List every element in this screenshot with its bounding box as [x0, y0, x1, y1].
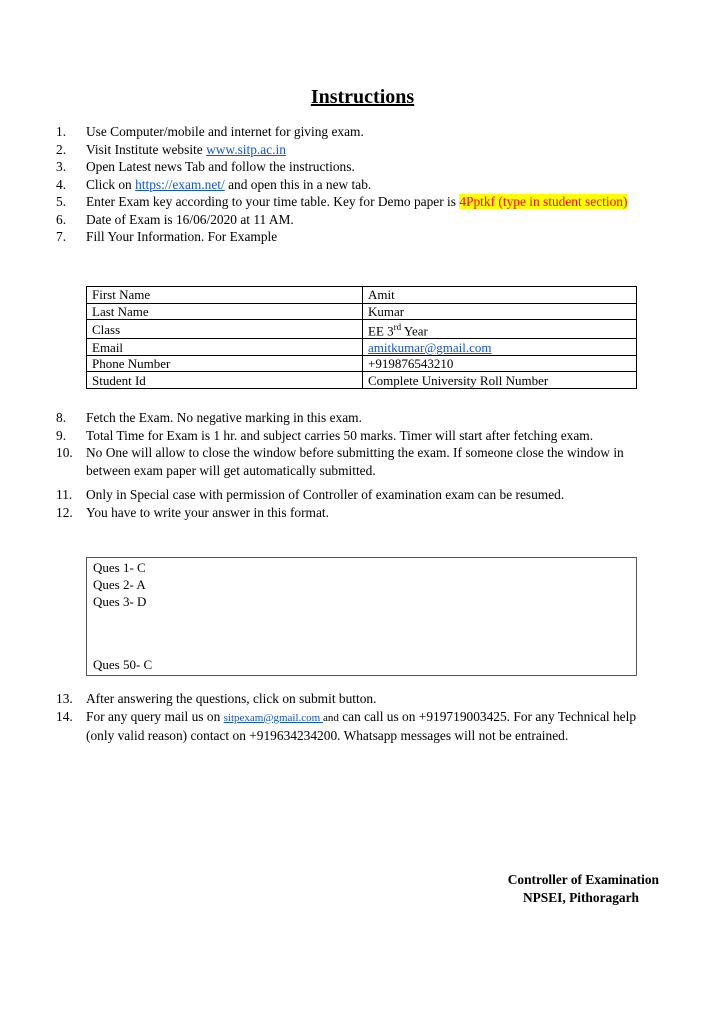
item-text: Visit Institute website	[86, 141, 207, 157]
table-row	[87, 339, 637, 356]
table-label: Email	[87, 339, 363, 356]
item-text: Fill Your Information. For Example	[86, 229, 278, 244]
item-number: 5.	[56, 194, 67, 209]
answer-line: Ques 50- C	[93, 657, 153, 672]
item-text: Date of Exam is 16/06/2020 at 11 AM.	[86, 211, 294, 227]
list-item	[56, 228, 666, 246]
table-row	[87, 355, 637, 372]
instruction-list-a	[56, 123, 666, 246]
item-text: can call us on +919719003425. For any Technical help (only valid reason) contact on +919634234200. Whatsapp messages will not be entrained.	[86, 708, 637, 743]
institute-website-link[interactable]: www.sitp.ac.in	[206, 141, 286, 157]
class-suffix: rd	[393, 322, 402, 332]
contact-email-link[interactable]: sitpexam@gmail.com	[223, 711, 323, 724]
list-item	[56, 158, 666, 176]
answer-format-box	[86, 557, 637, 676]
table-label: Student Id	[87, 372, 363, 389]
item-text: After answering the questions, click on submit button.	[86, 691, 377, 706]
answer-line: Ques 3- D	[93, 594, 147, 609]
class-value-rest: Year	[401, 323, 428, 339]
table-value: Amit	[363, 287, 637, 304]
class-value: EE 3	[368, 323, 394, 339]
list-item	[56, 176, 666, 194]
table-value: +919876543210	[363, 355, 637, 372]
instruction-list-b	[56, 409, 666, 479]
item-number: 12.	[56, 504, 73, 520]
item-text: Total Time for Exam is 1 hr. and subject carries 50 marks. Timer will start after fetching exam.	[86, 427, 594, 443]
item-number: 1.	[56, 124, 67, 139]
table-value	[363, 320, 637, 339]
table-row	[87, 372, 637, 389]
table-row	[87, 287, 637, 304]
item-number: 3.	[56, 159, 67, 174]
list-item	[56, 708, 666, 745]
list-item	[56, 486, 666, 504]
table-label: Class	[87, 320, 363, 339]
item-number: 7.	[56, 229, 67, 244]
answer-line: Ques 2- A	[93, 577, 146, 592]
answer-line: Ques 1- C	[93, 560, 146, 575]
table-label: Phone Number	[87, 355, 363, 372]
list-item	[56, 444, 666, 479]
item-text: and open this in a new tab.	[224, 176, 372, 192]
list-item	[56, 690, 666, 708]
table-label: First Name	[87, 287, 363, 304]
list-item	[56, 211, 666, 229]
item-text: and	[322, 711, 339, 724]
item-text: For any query mail us on	[86, 708, 224, 724]
table-value: Kumar	[363, 303, 637, 320]
item-number: 9.	[56, 427, 67, 443]
item-text: No One will allow to close the window before submitting the exam. If someone close the window in between exam paper will get automatically submitted.	[86, 445, 624, 478]
instruction-list-c	[56, 486, 666, 521]
list-item	[56, 141, 666, 159]
item-text: Only in Special case with permission of Controller of examination exam can be resumed.	[86, 487, 565, 502]
list-item	[56, 504, 666, 522]
exam-key-highlight: 4Pptkf (type in student section)	[459, 194, 628, 209]
email-link[interactable]: amitkumar@gmail.com	[368, 339, 492, 355]
item-number: 8.	[56, 410, 67, 425]
signature-institute: NPSEI, Pithoragarh	[522, 890, 639, 905]
exam-net-link[interactable]: https://exam.net/	[135, 176, 225, 192]
table-label: Last Name	[87, 303, 363, 320]
item-number: 13.	[56, 691, 73, 706]
table-row	[87, 303, 637, 320]
item-number: 14.	[56, 708, 73, 724]
table-value	[363, 339, 637, 356]
item-text: You have to write your answer in this format.	[86, 504, 329, 520]
example-info-table	[86, 286, 637, 389]
item-text: Use Computer/mobile and internet for giving exam.	[86, 124, 364, 139]
item-text: Click on	[86, 176, 136, 192]
list-item	[56, 193, 666, 211]
item-number: 6.	[56, 211, 67, 227]
item-number: 10.	[56, 445, 73, 460]
item-number: 11.	[56, 487, 73, 502]
item-text: Open Latest news Tab and follow the instructions.	[86, 159, 355, 174]
table-row	[87, 320, 637, 339]
signature-title: Controller of Examination	[507, 872, 659, 887]
table-value: Complete University Roll Number	[363, 372, 637, 389]
list-item	[56, 409, 666, 427]
item-number: 4.	[56, 176, 67, 192]
item-text: Fetch the Exam. No negative marking in this exam.	[86, 410, 362, 425]
item-text: Enter Exam key according to your time table. Key for Demo paper is	[86, 194, 460, 209]
list-item	[56, 123, 666, 141]
item-number: 2.	[56, 141, 67, 157]
instruction-list-d	[56, 690, 666, 745]
list-item	[56, 427, 666, 445]
page-title: Instructions	[310, 86, 415, 108]
